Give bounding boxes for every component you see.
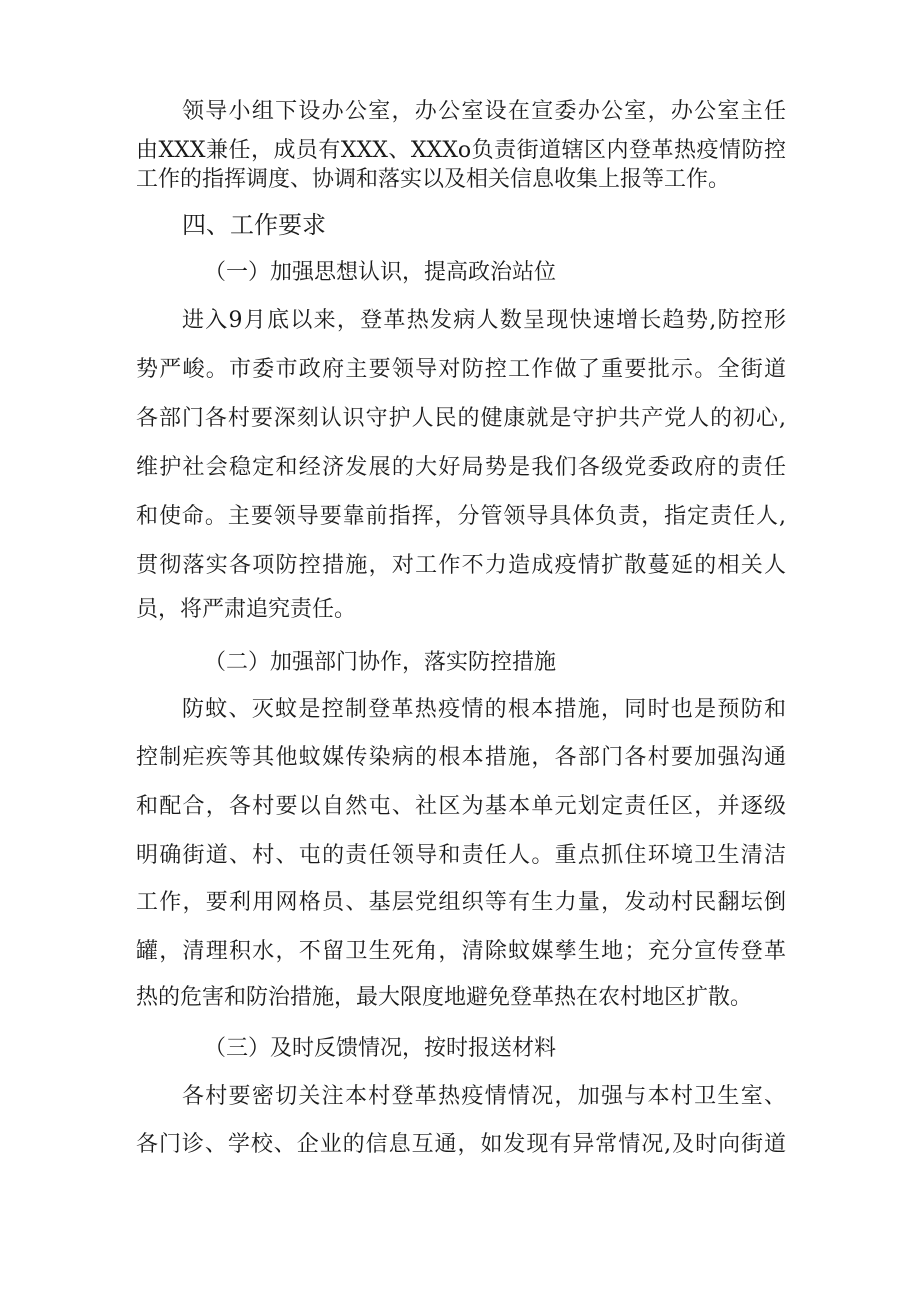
paragraph-line: 维护社会稳定和经济发展的大好局势是我们各级党委政府的责任	[136, 455, 786, 480]
sub-heading: （二）加强部门协作，落实防控措施	[204, 650, 557, 675]
sub-heading: （一）加强思想认识，提高政治站位	[204, 260, 557, 285]
paragraph-line: 势严峻。市委市政府主要领导对防控工作做了重要批示。全街道	[136, 357, 786, 382]
paragraph-line: 工作，要利用网格员、基层党组织等有生力量，发动村民翻坛倒	[136, 890, 786, 915]
paragraph-line: 和使命。主要领导要靠前指挥，分管领导具体负责，指定责任人,	[136, 504, 786, 529]
paragraph-line: 明确街道、村、屯的责任领导和责任人。重点抓住环境卫生清洁	[136, 843, 786, 868]
sub-heading: （三）及时反馈情况，按时报送材料	[204, 1036, 557, 1061]
paragraph-line: 热的危害和防治措施，最大限度地避免登革热在农村地区扩散。	[136, 985, 753, 1010]
paragraph-line: 各门诊、学校、企业的信息互通，如发现有异常情况,及时向街道	[136, 1132, 786, 1157]
paragraph-line: 防蚊、灭蚊是控制登革热疫情的根本措施，同时也是预防和	[182, 697, 786, 722]
paragraph-line: 控制疟疾等其他蚊媒传染病的根本措施，各部门各村要加强沟通	[136, 745, 786, 770]
paragraph-line: 进入9月底以来，登革热发病人数呈现快速增长趋势,防控形	[182, 308, 786, 333]
section-heading: 四、工作要求	[182, 211, 326, 239]
paragraph-line: 和配合，各村要以自然屯、社区为基本单元划定责任区，并逐级	[136, 794, 786, 819]
paragraph-line: 员，将严肃追究责任。	[136, 597, 357, 622]
paragraph-line: 领导小组下设办公室，办公室设在宣委办公室，办公室主任	[182, 99, 786, 124]
paragraph-line: 由XXX兼任，成员有XXX、XXXo负责街道辖区内登革热疫情防控	[136, 138, 786, 163]
paragraph-line: 贯彻落实各项防控措施，对工作不力造成疫情扩散蔓延的相关人	[136, 553, 786, 578]
paragraph-line: 罐，清理积水，不留卫生死角，清除蚊媒孳生地；充分宣传登革	[136, 939, 786, 964]
paragraph-line: 各部门各村要深刻认识守护人民的健康就是守护共产党人的初心,	[136, 406, 786, 431]
paragraph-line: 各村要密切关注本村登革热疫情情况，加强与本村卫生室、	[182, 1084, 786, 1109]
paragraph-line: 工作的指挥调度、协调和落实以及相关信息收集上报等工作。	[136, 167, 731, 192]
